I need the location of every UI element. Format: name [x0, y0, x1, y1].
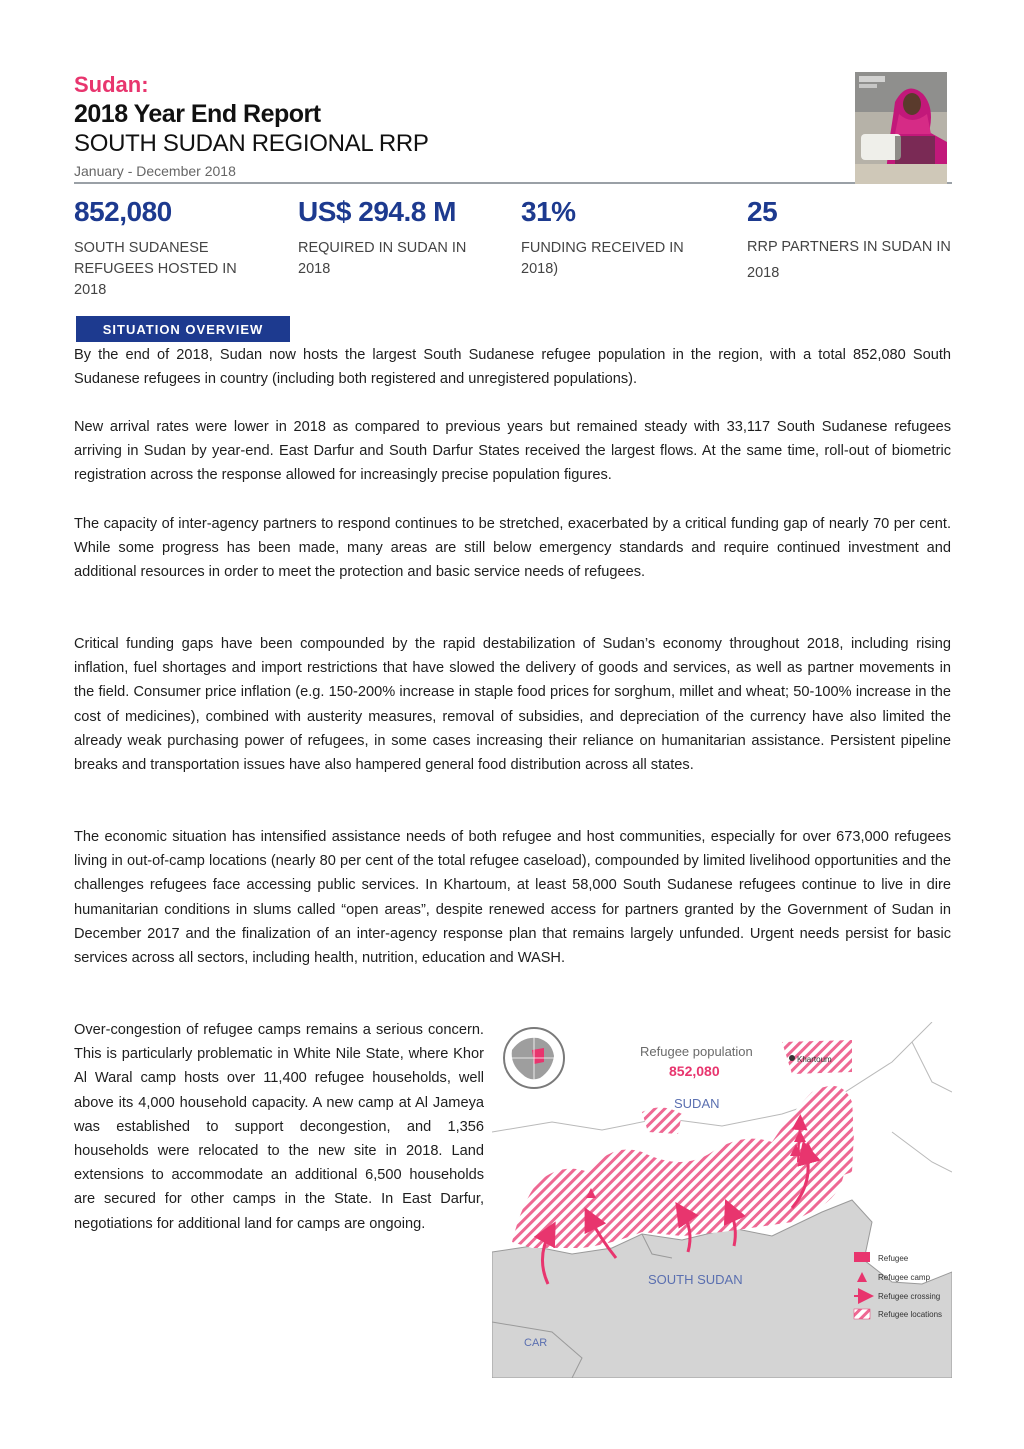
- stat-value: US$ 294.8 M: [298, 196, 456, 227]
- stat-label: SOUTH SUDANESE REFUGEES HOSTED IN 2018: [74, 240, 237, 298]
- legend-label: Refugee locations: [878, 1310, 943, 1319]
- stat-funding: [521, 196, 731, 280]
- paragraph: The capacity of inter-agency partners to respond continues to be stretched, exacerbated by a critical funding gap of nearly 70 per cent. While some progress has been made, many areas are still below emergency standards and require continued investment and additional resources in order to meet the protection and basic service needs of refugees.: [74, 516, 951, 581]
- map-population-value: 852,080: [669, 1063, 720, 1079]
- legend-label: Refugee camp: [878, 1273, 931, 1282]
- header-divider: [74, 182, 952, 184]
- paragraph: Critical funding gaps have been compounded by the rapid destabilization of Sudan’s economy throughout 2018, including rising inflation, fuel shortages and import restrictions that have slowed the delivery of goods and services, as well as partner movements in the field. Consumer price inflation (e.g. 150-200% increase in staple food prices for sorghum, millet and wheat; 50-100% increase in the cost of medicines), combined with austerity measures, removal of subsidies, and depreciation of the currency have also limited the already weak purchasing power of refugees, in some cases increasing their reliance on humanitarian assistance. Persistent pipeline breaks and transportation issues have also hampered general food distribution across all states.: [74, 636, 951, 774]
- legend-locations-swatch: [854, 1309, 870, 1319]
- paragraph: New arrival rates were lower in 2018 as compared to previous years but remained steady with 33,117 South Sudanese refugees arriving in Sudan by year-end. East Darfur and South Darfur States received the largest flows. At the same time, roll-out of biometric registration across the response allowed for increasingly precise population figures.: [74, 419, 951, 484]
- map-country-west: CAR: [524, 1337, 548, 1349]
- report-date-range: January - December 2018: [74, 163, 236, 179]
- section-title-situation-overview: SITUATION OVERVIEW: [76, 316, 290, 342]
- cover-photo: [855, 72, 947, 184]
- stat-value: 852,080: [74, 196, 172, 227]
- stat-refugees: [74, 196, 284, 301]
- report-country: Sudan:: [74, 72, 149, 97]
- refugee-map: [492, 1022, 952, 1378]
- stat-label: RRP PARTNERS IN SUDAN IN 2018: [747, 239, 951, 281]
- paragraph: By the end of 2018, Sudan now hosts the largest South Sudanese refugee population in the region, with a total 852,080 South Sudanese refugees in country (including both registered and unregistered populations).: [74, 347, 951, 388]
- stat-value: 31%: [521, 196, 576, 227]
- paragraph: Over-congestion of refugee camps remains a serious concern. This is particularly problematic in White Nile State, where Khor Al Waral camp hosts over 11,400 refugee households, well above its 4,000 household capacity. A new camp at Al Jameya was established to support decongestion, and 1,356 households were relocated to the new site in 2018. Land extensions to accommodate an additional 6,500 households are secured for other camps in the State. In East Darfur, negotiations for additional land for camps are ongoing.: [74, 1022, 484, 1232]
- report-subtitle: SOUTH SUDAN REGIONAL RRP: [74, 130, 429, 157]
- map-country-north: SUDAN: [674, 1096, 720, 1111]
- map-country-south: SOUTH SUDAN: [648, 1272, 743, 1287]
- stat-value: 25: [747, 196, 778, 227]
- stat-label: REQUIRED IN SUDAN IN 2018: [298, 240, 467, 277]
- legend-label: Refugee crossing: [878, 1292, 941, 1301]
- stat-partners: [747, 196, 957, 286]
- map-population-label: Refugee population: [640, 1044, 753, 1059]
- stat-label: FUNDING RECEIVED IN 2018): [521, 240, 684, 277]
- map-city-label: Khartoum: [797, 1055, 832, 1064]
- legend-label: Refugee: [878, 1254, 909, 1263]
- legend-refugee-swatch: [854, 1252, 870, 1262]
- report-title: 2018 Year End Report: [74, 100, 321, 128]
- stat-required: [298, 196, 508, 280]
- paragraph: The economic situation has intensified assistance needs of both refugee and host communities, especially for over 673,000 refugees living in out-of-camp locations (nearly 80 per cent of the total refugee caseload), compounded by limited livelihood opportunities and the challenges refugees face accessing public services. In Khartoum, at least 58,000 South Sudanese refugees continue to live in dire humanitarian conditions in slums called “open areas”, despite renewed access for partners granted by the Government of Sudan in December 2017 and the finalization of an inter-agency response plan that remains largely unfunded. Urgent needs persist for basic services across all sectors, including health, nutrition, education and WASH.: [74, 829, 951, 967]
- globe-inset: [504, 1028, 564, 1088]
